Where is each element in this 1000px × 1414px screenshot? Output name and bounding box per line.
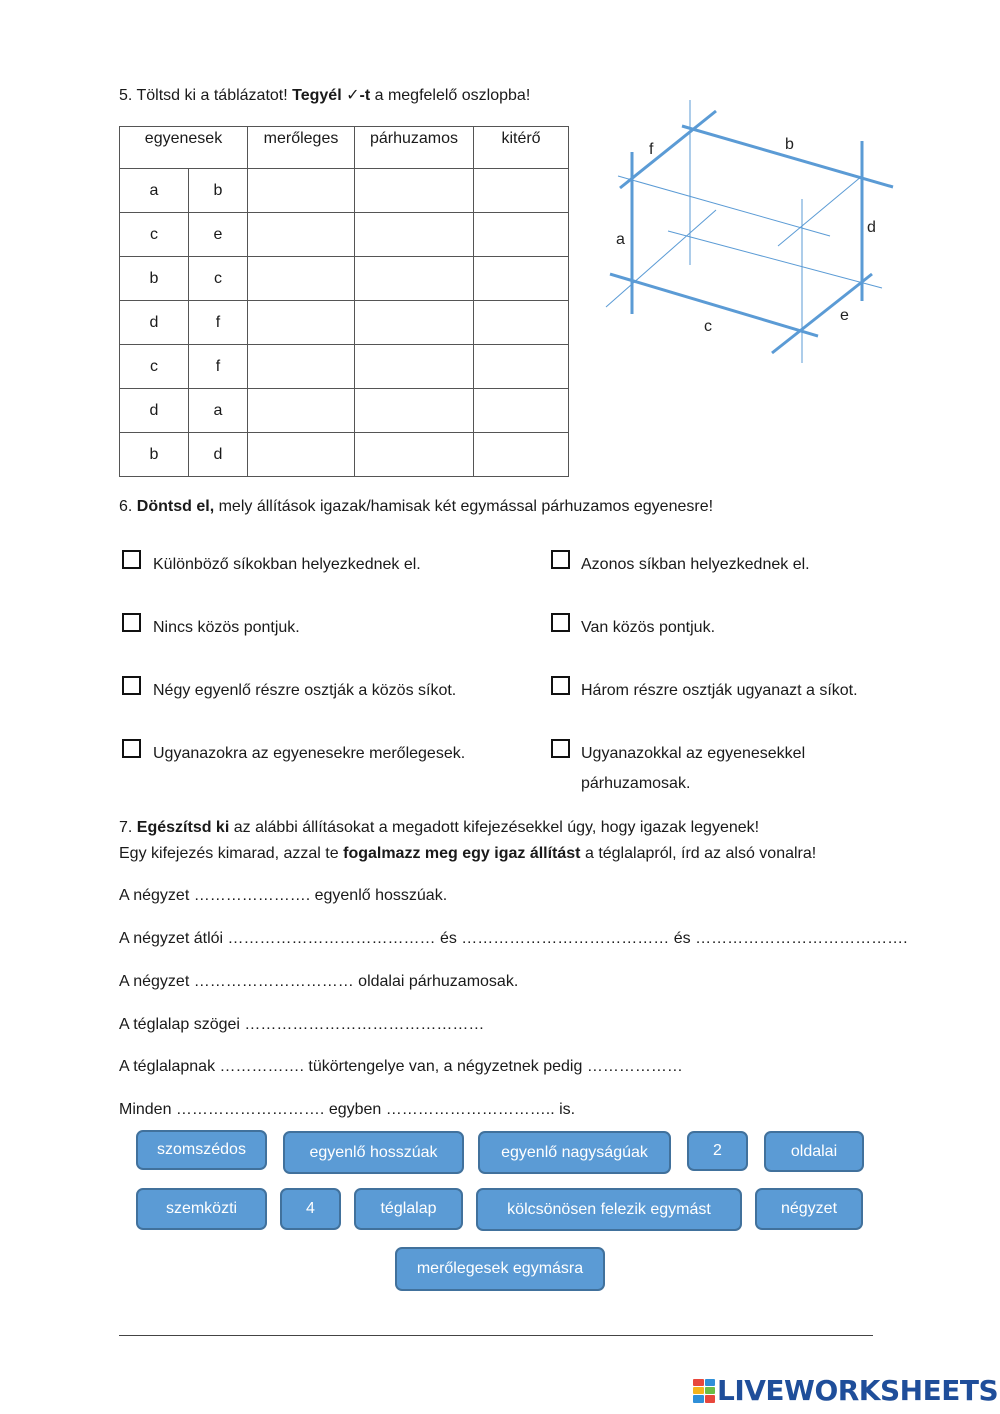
answer-line[interactable] (119, 1335, 873, 1336)
line-1-cell: d (120, 389, 189, 433)
table-row (120, 345, 569, 389)
checkbox-right-2[interactable] (551, 613, 570, 632)
parallel-answer-cell[interactable] (355, 257, 474, 301)
sentence-3: A négyzet ………………………… oldalai párhuzamosak. (119, 973, 519, 990)
line-2-cell: a (189, 389, 248, 433)
label-c: c (704, 318, 712, 335)
label-d: d (867, 219, 876, 236)
chip-negyzet[interactable]: négyzet (755, 1188, 863, 1230)
statement-right-1: Azonos síkban helyezkednek el. (581, 556, 810, 573)
header-skew: kitérő (474, 127, 569, 169)
statement-left-4: Ugyanazokra az egyenesekre merőlegesek. (153, 745, 466, 762)
perpendicular-answer-cell[interactable] (248, 169, 355, 213)
chip-4[interactable]: 4 (280, 1188, 341, 1230)
perpendicular-answer-cell[interactable] (248, 257, 355, 301)
parallel-answer-cell[interactable] (355, 389, 474, 433)
line-1-cell: c (120, 213, 189, 257)
task6-instruction: 6. Döntsd el, mely állítások igazak/hamisak két egymással párhuzamos egyenesre! (119, 498, 714, 515)
line-e (772, 274, 872, 353)
line-2-cell: f (189, 301, 248, 345)
checkbox-left-1[interactable] (122, 550, 141, 569)
checkbox-right-3[interactable] (551, 676, 570, 695)
table-row (120, 389, 569, 433)
checkbox-left-3[interactable] (122, 676, 141, 695)
skew-answer-cell[interactable] (474, 433, 569, 477)
liveworksheets-logo (693, 1374, 998, 1407)
perpendicular-answer-cell[interactable] (248, 345, 355, 389)
hidden-line (668, 231, 882, 288)
parallel-answer-cell[interactable] (355, 169, 474, 213)
header-perpendicular: merőleges (248, 127, 355, 169)
parallel-answer-cell[interactable] (355, 433, 474, 477)
logo-text: LIVEWORKSHEETS (717, 1374, 999, 1407)
line-2-cell: b (189, 169, 248, 213)
chip-merolegesek-egymasra[interactable]: merőlegesek egymásra (395, 1247, 605, 1291)
parallel-answer-cell[interactable] (355, 301, 474, 345)
skew-answer-cell[interactable] (474, 345, 569, 389)
line-c (610, 274, 818, 336)
statement-left-1: Különböző síkokban helyezkednek el. (153, 556, 421, 573)
perpendicular-answer-cell[interactable] (248, 213, 355, 257)
header-lines: egyenesek (120, 127, 248, 169)
statement-left-2: Nincs közös pontjuk. (153, 619, 300, 636)
perpendicular-answer-cell[interactable] (248, 389, 355, 433)
cuboid-lines-diagram (600, 95, 900, 370)
line-2-cell: c (189, 257, 248, 301)
chip-oldalai[interactable]: oldalai (764, 1131, 864, 1172)
sentence-4: A téglalap szögei ……………………………………… (119, 1016, 485, 1033)
table-row (120, 169, 569, 213)
sentence-6: Minden ………………………. egyben ………………………….. is. (119, 1101, 576, 1118)
table-row (120, 213, 569, 257)
task5-instruction: 5. Töltsd ki a táblázatot! Tegyél ✓-t a megfelelő oszlopba! (119, 87, 531, 104)
skew-answer-cell[interactable] (474, 301, 569, 345)
chip-teglalap[interactable]: téglalap (354, 1188, 463, 1230)
sentence-2: A négyzet átlói ………………………………… és ………………………………… és …………………………………. (119, 930, 908, 947)
header-parallel: párhuzamos (355, 127, 474, 169)
skew-answer-cell[interactable] (474, 169, 569, 213)
line-1-cell: c (120, 345, 189, 389)
perpendicular-answer-cell[interactable] (248, 433, 355, 477)
line-2-cell: e (189, 213, 248, 257)
checkbox-right-4[interactable] (551, 739, 570, 758)
table-row (120, 257, 569, 301)
task7-instruction-2: Egy kifejezés kimarad, azzal te fogalmazz meg egy igaz állítást a téglalapról, írd az alsó vonalra! (119, 845, 817, 862)
line-1-cell: b (120, 433, 189, 477)
table-row (120, 301, 569, 345)
parallel-answer-cell[interactable] (355, 345, 474, 389)
task7-instruction-1: 7. Egészítsd ki az alábbi állításokat a megadott kifejezésekkel úgy, hogy igazak legyenek! (119, 819, 760, 836)
checkmark-icon: ✓ (346, 87, 360, 104)
label-f: f (649, 141, 654, 158)
chip-egyenlo-hosszuak[interactable]: egyenlő hosszúak (283, 1131, 464, 1174)
checkbox-right-1[interactable] (551, 550, 570, 569)
skew-answer-cell[interactable] (474, 213, 569, 257)
classification-table (119, 126, 569, 477)
statement-right-2: Van közös pontjuk. (581, 619, 716, 636)
sentence-1: A négyzet …………………. egyenlő hosszúak. (119, 887, 448, 904)
line-1-cell: b (120, 257, 189, 301)
chip-szomszedos[interactable]: szomszédos (136, 1130, 267, 1170)
checkbox-left-2[interactable] (122, 613, 141, 632)
skew-answer-cell[interactable] (474, 389, 569, 433)
parallel-answer-cell[interactable] (355, 213, 474, 257)
checkbox-left-4[interactable] (122, 739, 141, 758)
chip-egyenlo-nagysaguak[interactable]: egyenlő nagyságúak (478, 1131, 671, 1174)
skew-answer-cell[interactable] (474, 257, 569, 301)
logo-mark-icon (693, 1379, 715, 1403)
line-1-cell: a (120, 169, 189, 213)
chip-szemkozti[interactable]: szemközti (136, 1188, 267, 1230)
label-e: e (840, 307, 849, 324)
statement-right-4-cont: párhuzamosak. (581, 775, 691, 792)
chip-2[interactable]: 2 (687, 1131, 748, 1171)
hidden-line (618, 176, 830, 236)
statement-right-4: Ugyanazokkal az egyenesekkel (581, 745, 806, 762)
table-row (120, 433, 569, 477)
sentence-5: A téglalapnak ……………. tükörtengelye van, a négyzetnek pedig ……………… (119, 1058, 683, 1075)
statement-right-3: Három részre osztják ugyanazt a síkot. (581, 682, 858, 699)
statement-left-3: Négy egyenlő részre osztják a közös síkot. (153, 682, 457, 699)
line-f (620, 111, 716, 188)
hidden-line (778, 176, 862, 246)
label-b: b (785, 136, 794, 153)
line-2-cell: f (189, 345, 248, 389)
line-1-cell: d (120, 301, 189, 345)
label-a: a (616, 231, 625, 248)
perpendicular-answer-cell[interactable] (248, 301, 355, 345)
hidden-line (606, 210, 716, 307)
chip-kolcsonosen-felezik-egymast[interactable]: kölcsönösen felezik egymást (476, 1188, 742, 1231)
line-2-cell: d (189, 433, 248, 477)
